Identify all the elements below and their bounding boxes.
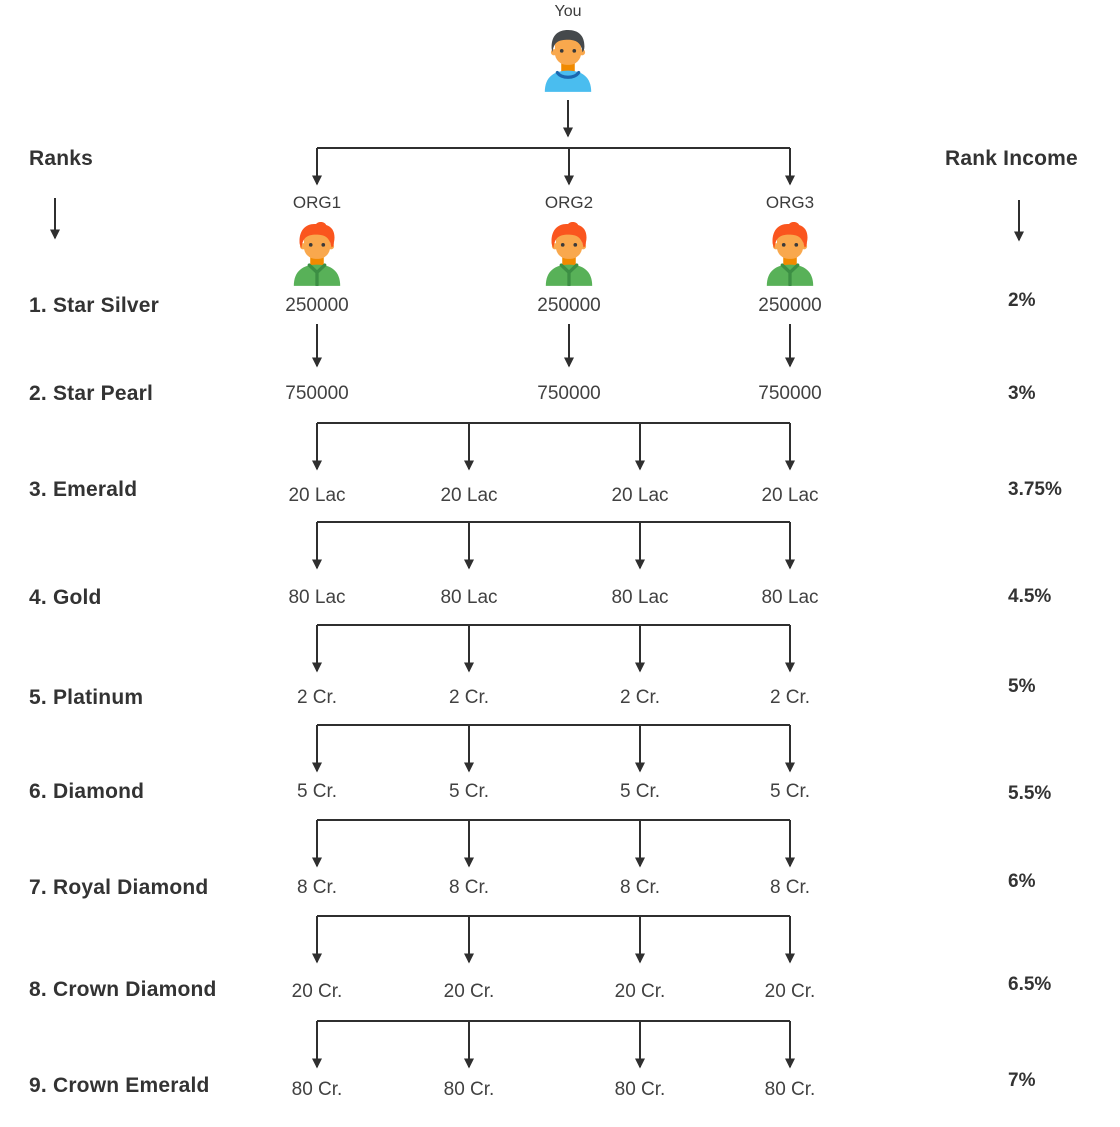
row-flow-arrows — [317, 324, 790, 366]
org-avatar-icon — [288, 222, 346, 286]
rank-label: 3. Emerald — [29, 478, 138, 501]
rank-income-header: Rank Income — [945, 147, 1078, 170]
rank-label: 5. Platinum — [29, 686, 144, 709]
row-branch — [317, 625, 790, 671]
volume-value: 20 Cr. — [614, 981, 666, 1002]
volume-value: 20 Lac — [440, 485, 498, 506]
volume-value: 20 Lac — [761, 485, 819, 506]
rank-label: 4. Gold — [29, 586, 102, 609]
org-avatar-icon — [540, 222, 598, 286]
you-avatar-icon — [539, 28, 597, 92]
volume-value: 8 Cr. — [448, 877, 490, 898]
volume-value: 5 Cr. — [448, 781, 490, 802]
volume-value: 80 Lac — [440, 587, 498, 608]
volume-value: 80 Cr. — [764, 1079, 816, 1100]
volume-value: 20 Lac — [288, 485, 346, 506]
rank-label: 1. Star Silver — [29, 294, 160, 317]
rank-income-value: 3% — [1008, 383, 1036, 404]
volume-value: 250000 — [537, 295, 601, 316]
row-branch — [317, 820, 790, 866]
rank-label: 8. Crown Diamond — [29, 978, 217, 1001]
volume-value: 2 Cr. — [619, 687, 661, 708]
volume-value: 20 Cr. — [764, 981, 816, 1002]
row-branch — [317, 1021, 790, 1067]
volume-value: 8 Cr. — [619, 877, 661, 898]
top-branch — [317, 148, 790, 184]
volume-value: 20 Lac — [611, 485, 669, 506]
volume-value: 5 Cr. — [769, 781, 811, 802]
volume-value: 80 Cr. — [291, 1079, 343, 1100]
org-label: ORG1 — [292, 193, 342, 212]
rank-income-value: 5.5% — [1008, 783, 1052, 804]
volume-value: 80 Lac — [288, 587, 346, 608]
volume-value: 8 Cr. — [769, 877, 811, 898]
org-avatar-icon — [761, 222, 819, 286]
volume-value: 750000 — [758, 383, 822, 404]
volume-value: 20 Cr. — [291, 981, 343, 1002]
you-label: You — [554, 3, 582, 20]
row-branch — [317, 916, 790, 962]
rank-income-value: 4.5% — [1008, 586, 1052, 607]
rank-income-value: 7% — [1008, 1070, 1036, 1091]
volume-value: 5 Cr. — [619, 781, 661, 802]
rank-income-value: 5% — [1008, 676, 1036, 697]
rank-income-value: 3.75% — [1008, 479, 1062, 500]
volume-value: 750000 — [537, 383, 601, 404]
volume-value: 8 Cr. — [296, 877, 338, 898]
rank-label: 9. Crown Emerald — [29, 1074, 210, 1097]
org-label: ORG3 — [765, 193, 815, 212]
volume-value: 250000 — [285, 295, 349, 316]
row-branch — [317, 725, 790, 771]
rank-income-value: 2% — [1008, 290, 1036, 311]
volume-value: 20 Cr. — [443, 981, 495, 1002]
rank-label: 6. Diamond — [29, 780, 145, 803]
volume-value: 2 Cr. — [296, 687, 338, 708]
rank-label: 7. Royal Diamond — [29, 876, 209, 899]
row-branch — [317, 423, 790, 469]
volume-value: 750000 — [285, 383, 349, 404]
volume-value: 5 Cr. — [296, 781, 338, 802]
volume-value: 80 Cr. — [614, 1079, 666, 1100]
volume-value: 80 Lac — [761, 587, 819, 608]
row-branch — [317, 522, 790, 568]
volume-value: 2 Cr. — [448, 687, 490, 708]
rank-income-value: 6.5% — [1008, 974, 1052, 995]
org-label: ORG2 — [544, 193, 594, 212]
volume-value: 2 Cr. — [769, 687, 811, 708]
ranks-header: Ranks — [29, 147, 94, 170]
rank-label: 2. Star Pearl — [29, 382, 154, 405]
rank-income-value: 6% — [1008, 871, 1036, 892]
volume-value: 80 Cr. — [443, 1079, 495, 1100]
volume-value: 250000 — [758, 295, 822, 316]
volume-value: 80 Lac — [611, 587, 669, 608]
